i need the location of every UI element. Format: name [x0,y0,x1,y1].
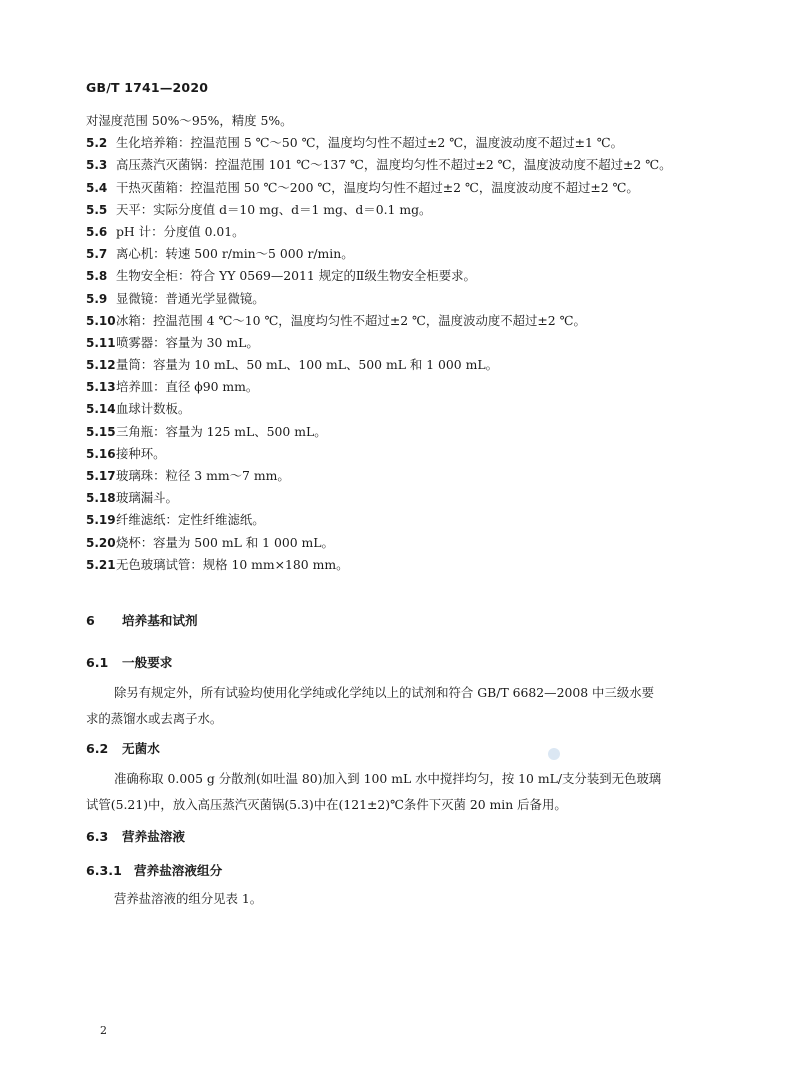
equipment-item [86,154,716,176]
clause-number: 5.18 [86,491,116,506]
section-6-1-heading [86,652,172,671]
section-title: 培养基和试剂 [122,613,198,628]
clause-number: 5.12 [86,358,116,373]
clause-text: 生化培养箱：控温范围 5 ℃～50 ℃，温度均匀性不超过±2 ℃，温度波动度不超过±1 ℃。 [116,135,624,151]
clause-text: 玻璃珠：粒径 3 mm～7 mm。 [116,468,290,483]
clause-text: 纤维滤纸：定性纤维滤纸。 [116,512,265,528]
equipment-item [86,177,716,199]
document-code: GB/T 1741—2020 [86,80,209,95]
section-number: 6.2 [86,741,109,756]
clause-text: 玻璃漏斗。 [116,490,178,506]
clause-text: 生物安全柜：符合 YY 0569—2011 规定的Ⅱ级生物安全柜要求。 [116,268,476,284]
clause-text: 干热灭菌箱：控温范围 50 ℃～200 ℃，温度均匀性不超过±2 ℃，温度波动度不超过±2 ℃。 [116,179,639,195]
section-6-2-paragraph [86,766,716,818]
clause-number: 5.2 [86,136,108,151]
clause-text: 离心机：转速 500 r/min～5 000 r/min。 [116,246,354,262]
clause-text: 高压蒸汽灭菌锅：控温范围 101 ℃～137 ℃，温度均匀性不超过±2 ℃，温度波动度不超过±2 ℃。 [116,157,672,173]
equipment-item [86,376,716,398]
clause-number: 5.15 [86,424,116,439]
paragraph-line: 试管(5.21)中，放入高压蒸汽灭菌锅(5.3)中在(121±2)℃条件下灭菌 20 min 后备用。 [86,797,567,812]
equipment-item [86,354,716,376]
clause-number: 5.14 [86,402,116,417]
section-number: 6.1 [86,655,109,670]
paragraph-line: 除另有规定外，所有试验均使用化学纯或化学纯以上的试剂和符合 GB/T 6682—2008 中三级水要 [114,685,654,700]
clause-text: 显微镜：普通光学显微镜。 [116,290,265,306]
paragraph-line: 求的蒸馏水或去离子水。 [86,711,223,726]
equipment-item [86,199,716,221]
paragraph-line: 准确称取 0.005 g 分散剂(如吐温 80)加入到 100 mL 水中搅拌均匀，按 10 mL/支分装到无色玻璃 [114,771,662,786]
section-title: 营养盐溶液 [122,829,185,844]
clause-number: 5.21 [86,557,116,572]
section-title: 一般要求 [122,655,173,670]
section-6-3-1-heading [86,860,222,879]
page-number: 2 [100,1024,107,1037]
section-6-1-paragraph [86,680,716,732]
clause-number: 5.19 [86,513,116,528]
clause-number: 5.4 [86,180,108,195]
equipment-item [86,332,716,354]
section-title: 营养盐溶液组分 [134,863,223,878]
section-6-3-1-paragraph [86,886,716,912]
intro-line: 对湿度范围 50%～95%，精度 5%。 [86,113,293,128]
section-6-heading [86,610,198,629]
equipment-list [86,110,716,576]
clause-text: 烧杯：容量为 500 mL 和 1 000 mL。 [116,534,334,550]
paragraph-line: 营养盐溶液的组分见表 1。 [114,891,263,906]
clause-number: 5.8 [86,269,108,284]
clause-number: 5.13 [86,380,116,395]
equipment-item [86,265,716,287]
clause-text: 冰箱：控温范围 4 ℃～10 ℃，温度均匀性不超过±2 ℃，温度波动度不超过±2 ℃。 [116,312,586,328]
equipment-item [86,465,716,487]
clause-number: 5.6 [86,224,108,239]
equipment-item [86,132,716,154]
clause-number: 5.7 [86,247,108,262]
clause-number: 5.10 [86,313,116,328]
clause-number: 5.11 [86,335,116,350]
equipment-item [86,288,716,310]
equipment-item [86,487,716,509]
clause-number: 5.9 [86,291,108,306]
clause-text: 喷雾器：容量为 30 mL。 [116,334,259,350]
equipment-item [86,243,716,265]
section-number: 6 [86,613,95,628]
clause-number: 5.5 [86,202,108,217]
clause-text: 无色玻璃试管：规格 10 mm×180 mm。 [116,556,349,572]
clause-text: 天平：实际分度值 d＝10 mg、d＝1 mg、d＝0.1 mg。 [116,201,432,217]
equipment-item [86,421,716,443]
clause-text: pH 计：分度值 0.01。 [116,223,245,239]
equipment-item [86,310,716,332]
section-6-2-heading [86,738,160,757]
section-title: 无菌水 [122,741,160,756]
clause-text: 血球计数板。 [116,401,191,417]
equipment-item [86,554,716,576]
clause-number: 5.16 [86,446,116,461]
watermark-seal-icon [548,748,560,760]
clause-number: 5.20 [86,535,116,550]
clause-text: 培养皿：直径 ϕ90 mm。 [116,379,259,395]
section-number: 6.3.1 [86,863,122,878]
equipment-item [86,532,716,554]
clause-text: 量筒：容量为 10 mL、50 mL、100 mL、500 mL 和 1 000 mL。 [116,357,498,373]
clause-number: 5.17 [86,469,116,483]
equipment-item [86,509,716,531]
equipment-item [86,443,716,465]
section-number: 6.3 [86,829,109,844]
clause-text: 三角瓶：容量为 125 mL、500 mL。 [116,423,327,439]
equipment-item [86,398,716,420]
clause-number: 5.3 [86,158,108,173]
section-6-3-heading [86,826,185,845]
clause-text: 接种环。 [116,445,166,461]
equipment-item [86,221,716,243]
